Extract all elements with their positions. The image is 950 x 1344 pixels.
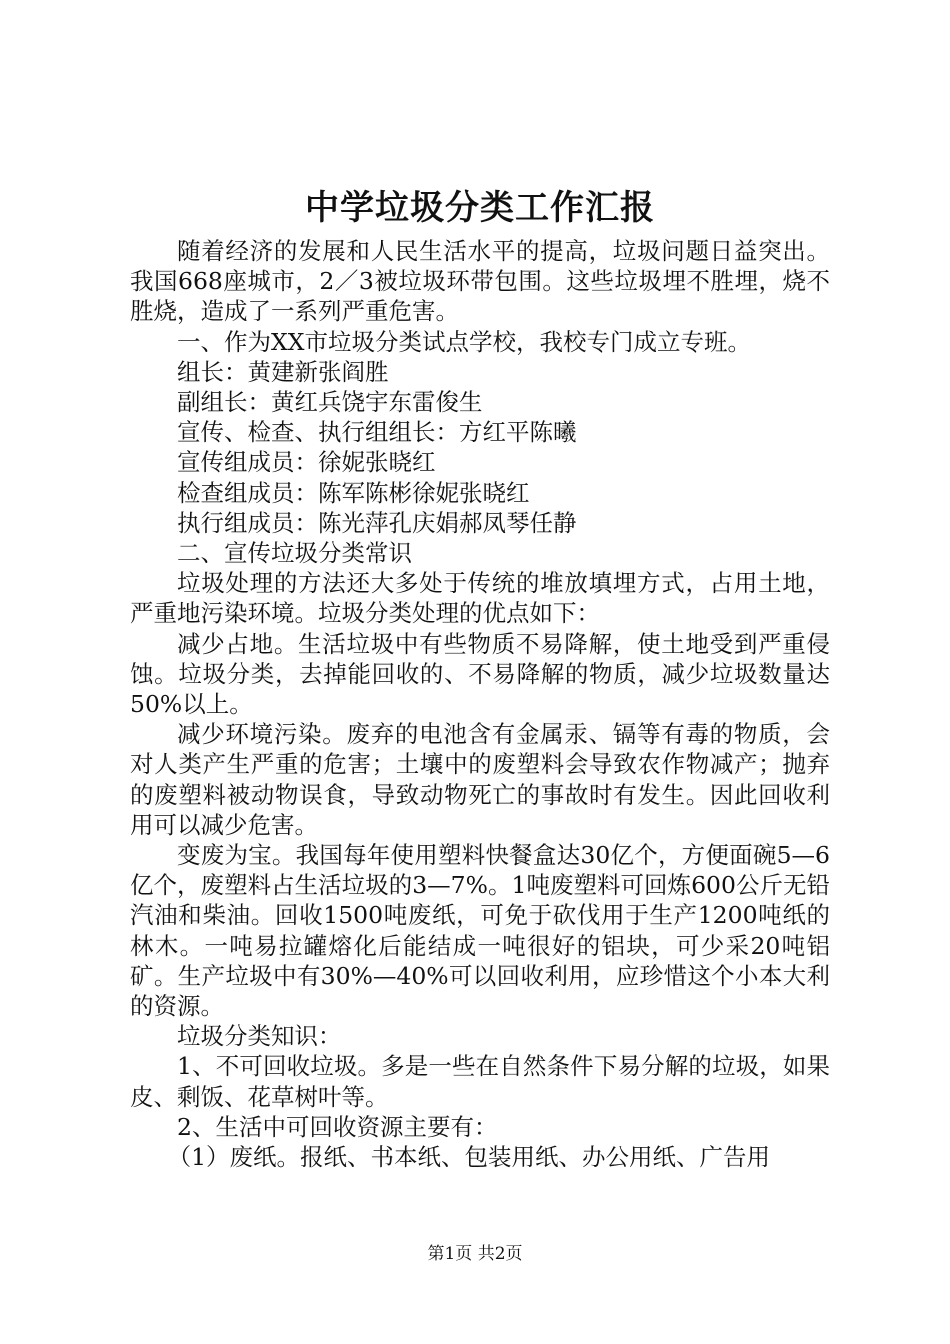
paragraph-inspection-members: 检查组成员：陈军陈彬徐妮张晓红 [177, 478, 530, 507]
paragraph-waste-to-treasure: 变废为宝。我国每年使用塑料快餐盒达30亿个，方便面碗5—6亿个，废塑料占生活垃圾的3—7%。1吨废塑料可回炼600公斤无铅汽油和柴油。回收1500吨废纸，可免于砍伐用于生产1200吨纸的林木。一吨易拉罐熔化后能结成一吨很好的铝块，可少采20吨铝矿。生产垃圾中有30%—40%可以回收利用，应珍惜这个小本大利的资源。 [130, 841, 830, 1021]
paragraph-reduce-land-use: 减少占地。生活垃圾中有些物质不易降解，使土地受到严重侵蚀。垃圾分类，去掉能回收的、不易降解的物质，减少垃圾数量达50%以上。 [130, 629, 830, 719]
paragraph-intro: 随着经济的发展和人民生活水平的提高，垃圾问题日益突出。我国668座城市，2／3被垃圾环带包围。这些垃圾埋不胜埋，烧不胜烧，造成了一系列严重危害。 [130, 237, 830, 326]
page-footer: 第1页 共2页 [427, 1244, 523, 1264]
paragraph-deputy-leader: 副组长：黄红兵饶宇东雷俊生 [177, 388, 483, 417]
paragraph-waste-paper: （1）废纸。报纸、书本纸、包装用纸、办公用纸、广告用 [167, 1143, 771, 1172]
paragraph-execution-members: 执行组成员：陈光萍孔庆娟郝凤琴任静 [177, 508, 577, 537]
paragraph-reduce-pollution: 减少环境污染。废弃的电池含有金属汞、镉等有毒的物质，会对人类产生严重的危害；土壤中的废塑料会导致农作物减产；抛弃的废塑料被动物误食，导致动物死亡的事故时有发生。因此回收利用可以减少危害。 [130, 720, 830, 839]
paragraph-non-recyclable: 1、不可回收垃圾。多是一些在自然条件下易分解的垃圾，如果皮、剩饭、花草树叶等。 [130, 1052, 830, 1111]
paragraph-knowledge-heading: 垃圾分类知识： [177, 1022, 342, 1051]
paragraph-group-leaders: 宣传、检查、执行组组长：方红平陈曦 [177, 418, 577, 447]
paragraph-section-1-heading: 一、作为XX市垃圾分类试点学校，我校专门成立专班。 [177, 327, 751, 356]
paragraph-section-2-heading: 二、宣传垃圾分类常识 [177, 539, 412, 568]
paragraph-disposal-methods: 垃圾处理的方法还大多处于传统的堆放填埋方式，占用土地，严重地污染环境。垃圾分类处理的优点如下： [130, 569, 830, 628]
paragraph-recyclable-heading: 2、生活中可回收资源主要有： [177, 1112, 498, 1141]
document-title: 中学垃圾分类工作汇报 [305, 188, 655, 228]
document-body [130, 236, 830, 1172]
paragraph-team-leader: 组长：黄建新张阎胜 [177, 357, 389, 386]
paragraph-publicity-members: 宣传组成员：徐妮张晓红 [177, 448, 436, 477]
